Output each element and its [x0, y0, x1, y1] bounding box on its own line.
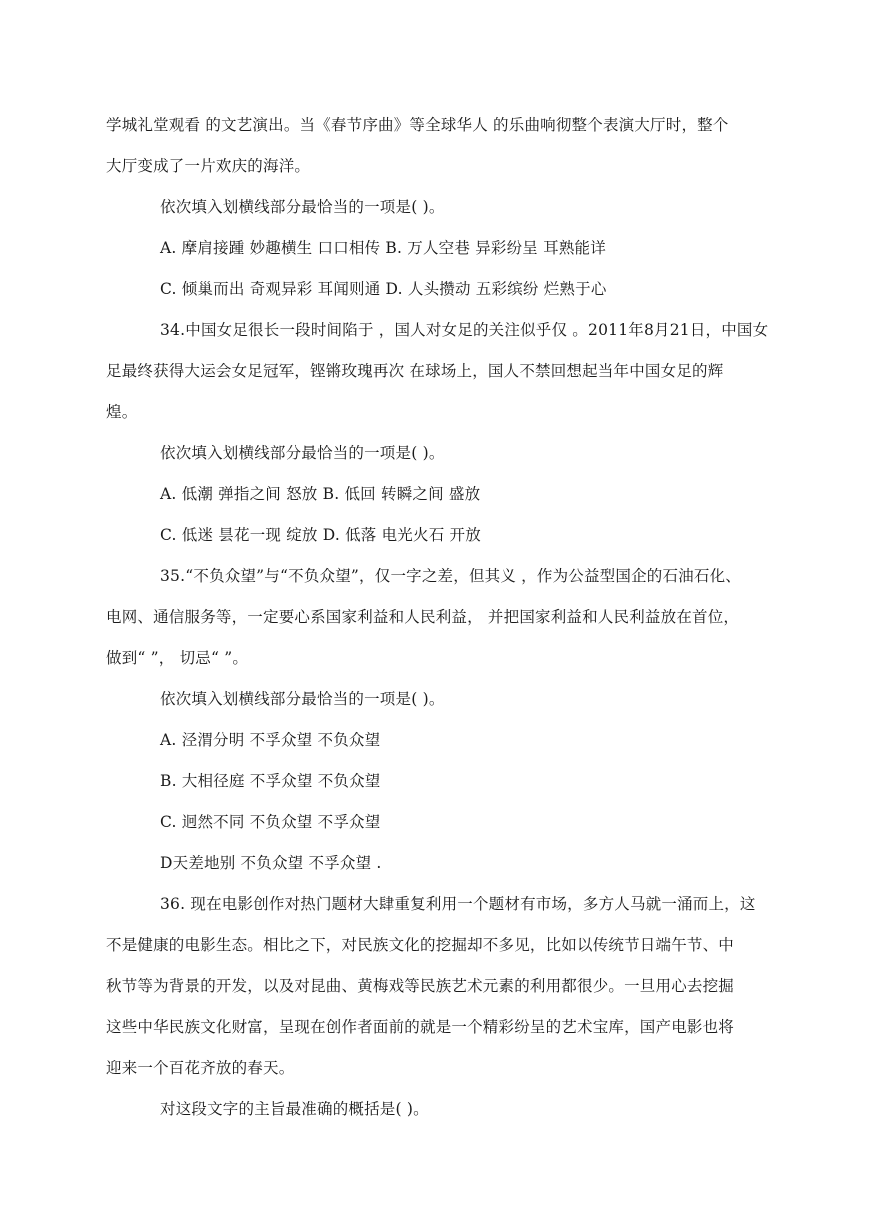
option-line: C. 迥然不同 不负众望 不孚众望	[160, 813, 381, 831]
text-line: 秋节等为背景的开发，以及对昆曲、黄梅戏等民族艺术元素的利用都很少。一旦用心去挖掘	[106, 977, 735, 995]
text-line: 依次填入划横线部分最恰当的一项是( )。	[160, 690, 445, 708]
option-line: A. 泾渭分明 不孚众望 不负众望	[160, 731, 381, 749]
option-line: A. 摩肩接踵 妙趣横生 口口相传 B. 万人空巷 异彩纷呈 耳熟能详	[160, 239, 606, 257]
text-line: 不是健康的电影生态。相比之下，对民族文化的挖掘却不多见，比如以传统节日端午节、中	[106, 936, 735, 954]
text-line: 煌。	[106, 403, 138, 421]
question-line: 35.“不负众望”与“不负众望”，仅一字之差，但其义 ，作为公益型国企的石油石化、	[160, 567, 741, 585]
text-line: 足最终获得大运会女足冠军，铿锵玫瑰再次 在球场上，国人不禁回想起当年中国女足的辉	[106, 362, 724, 380]
question-line: 36. 现在电影创作对热门题材大肆重复利用一个题材有市场，多方人马就一涌而上，这	[160, 895, 756, 913]
option-line: D天差地别 不负众望 不孚众望 .	[160, 854, 382, 872]
text-line: 学城礼堂观看 的文艺演出。当《春节序曲》等全球华人 的乐曲响彻整个表演大厅时，整个	[106, 116, 729, 134]
text-line: 大厅变成了一片欢庆的海洋。	[106, 157, 311, 175]
text-line: 依次填入划横线部分最恰当的一项是( )。	[160, 198, 445, 216]
text-line: 对这段文字的主旨最准确的概括是( )。	[160, 1100, 429, 1118]
text-line: 这些中华民族文化财富，呈现在创作者面前的就是一个精彩纷呈的艺术宝库，国产电影也将	[106, 1018, 735, 1036]
question-line: 34.中国女足很长一段时间陷于 ，国人对女足的关注似乎仅 。2011年8月21日，中国女	[160, 321, 769, 339]
text-line: 电网、通信服务等，一定要心系国家利益和人民利益， 并把国家利益和人民利益放在首位，	[106, 608, 740, 626]
option-line: A. 低潮 弹指之间 怒放 B. 低回 转瞬之间 盛放	[160, 485, 481, 503]
option-line: C. 倾巢而出 奇观异彩 耳闻则通 D. 人头攒动 五彩缤纷 烂熟于心	[160, 280, 607, 298]
text-line: 做到“ ”， 切忌“ ”。	[106, 649, 249, 667]
text-line: 依次填入划横线部分最恰当的一项是( )。	[160, 444, 445, 462]
option-line: B. 大相径庭 不孚众望 不负众望	[160, 772, 381, 790]
text-line: 迎来一个百花齐放的春天。	[106, 1059, 295, 1077]
option-line: C. 低迷 昙花一现 绽放 D. 低落 电光火石 开放	[160, 526, 481, 544]
